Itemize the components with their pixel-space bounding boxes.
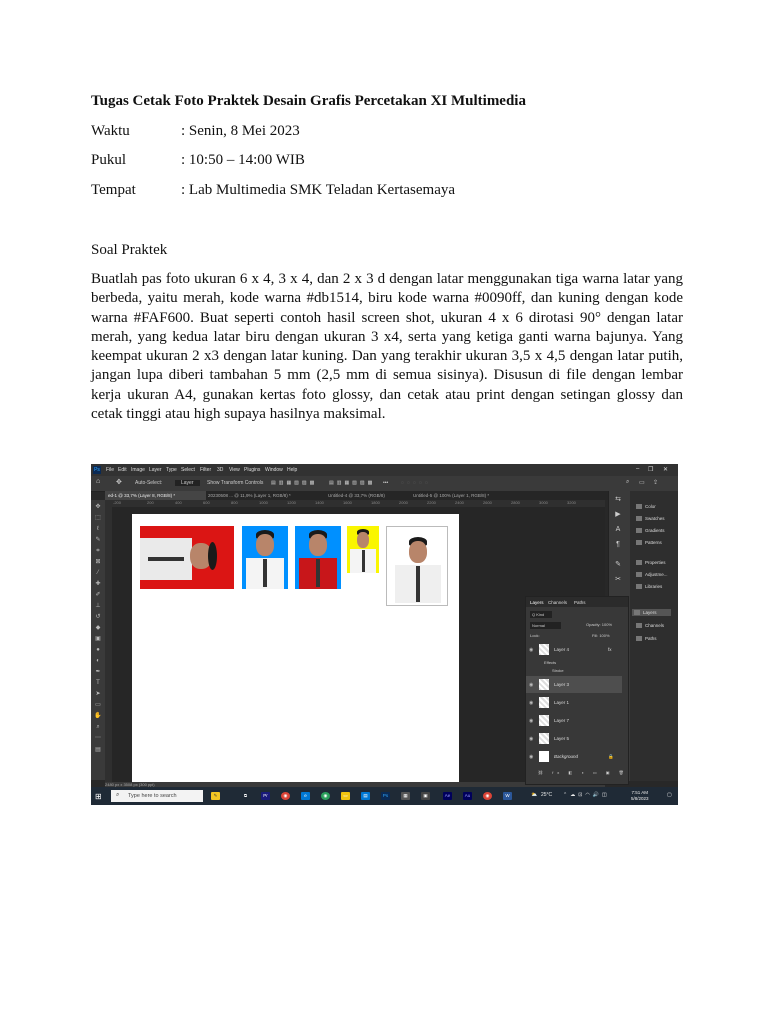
layers-panel — [525, 596, 629, 785]
history-brush-tool-icon[interactable]: ↺ — [95, 614, 101, 620]
ruler-tick: 1800 — [371, 500, 380, 505]
search-icon[interactable]: ⌕ — [626, 479, 630, 485]
healing-tool-icon[interactable]: ✚ — [95, 581, 101, 587]
chrome-icon[interactable]: ◉ — [281, 792, 290, 800]
panel-properties[interactable]: Properties — [636, 560, 666, 565]
tool-presets-icon[interactable]: ✂ — [615, 576, 621, 583]
search-icon: ⌕ — [116, 792, 120, 798]
ruler-tick: 1000 — [259, 500, 268, 505]
layer-name: Layer 1 — [554, 700, 570, 705]
edit-toolbar-icon[interactable]: ▤ — [95, 747, 101, 753]
hand-tool-icon[interactable]: ✋ — [94, 713, 102, 719]
visibility-eye-icon[interactable]: ◉ — [529, 736, 534, 742]
history-icon[interactable]: ⇆ — [615, 496, 621, 503]
menu-view[interactable]: View — [229, 467, 240, 473]
visibility-eye-icon[interactable]: ◉ — [529, 718, 534, 724]
info-value: : Senin, 8 Mei 2023 — [181, 123, 300, 139]
ruler-tick: 2800 — [511, 500, 520, 505]
opacity-field[interactable]: Opacity: 100% — [586, 622, 613, 627]
ruler-tick: 2400 — [455, 500, 464, 505]
layer-thumbnail — [539, 751, 549, 762]
crop-tool-icon[interactable]: ⌗ — [96, 548, 100, 554]
taskbar-search-box[interactable] — [111, 790, 203, 802]
photo-4x6-red[interactable] — [140, 526, 234, 589]
distribute-icons[interactable]: ▤▥▦▧▨▩ — [329, 480, 376, 486]
path-select-tool-icon[interactable]: ➤ — [95, 691, 101, 697]
layer-row-selected[interactable] — [526, 676, 622, 693]
panel-color[interactable]: Color — [636, 504, 656, 509]
more-options-icon[interactable]: ••• — [383, 480, 389, 486]
show-transform-controls-checkbox[interactable]: Show Transform Controls — [207, 480, 264, 486]
ruler-tick: 3000 — [539, 500, 548, 505]
ruler-tick: 400 — [175, 500, 182, 505]
document-tabs — [105, 491, 625, 500]
tab-paths[interactable]: Paths — [574, 600, 586, 605]
visibility-eye-icon[interactable]: ◉ — [529, 682, 534, 688]
menu-3d[interactable]: 3D — [217, 467, 224, 473]
marquee-tool-icon[interactable]: ⬚ — [95, 515, 101, 521]
layer-name: Layer 5 — [554, 736, 570, 741]
photo-3x4-blue-red-shirt[interactable] — [295, 526, 341, 589]
tab-layers[interactable]: Layers — [530, 600, 544, 605]
panel-gradients[interactable]: Gradients — [636, 528, 665, 533]
photoshop-screenshot — [91, 464, 678, 805]
visibility-eye-icon[interactable]: ◉ — [529, 754, 534, 760]
app-icon-green[interactable]: ◉ — [321, 792, 330, 800]
minimize-icon[interactable]: – — [636, 466, 640, 472]
layer-row[interactable] — [526, 730, 622, 747]
menu-bar — [91, 464, 678, 476]
menu-edit[interactable]: Edit — [118, 467, 127, 473]
tab-document-1[interactable]: ed-1 @ 33,7% (Layer 8, RGB/8) * — [105, 491, 206, 500]
clock-time: 7:51 AM — [631, 790, 649, 795]
frame-tool-icon[interactable]: ⊠ — [95, 559, 101, 565]
layer-thumbnail — [539, 644, 549, 655]
chrome-icon-2[interactable]: ◉ — [483, 792, 492, 800]
ruler-tick: 2600 — [483, 500, 492, 505]
paragraph-icon[interactable]: ¶ — [616, 541, 620, 548]
photo-3x4-blue[interactable] — [242, 526, 288, 589]
info-label: Tempat — [91, 182, 136, 198]
eyedropper-tool-icon[interactable]: ⁄ — [97, 570, 99, 576]
restore-icon[interactable]: ❐ — [648, 467, 654, 473]
blur-tool-icon[interactable]: ● — [96, 647, 100, 653]
section-title: Soal Praktek — [91, 242, 168, 258]
photo-3-5x4-5-white[interactable] — [386, 526, 448, 606]
layer-row[interactable] — [526, 641, 622, 658]
task-view-icon[interactable]: ⧉ — [243, 793, 248, 798]
auto-select-label[interactable]: Auto-Select: — [135, 480, 163, 486]
panel-libraries[interactable]: Libraries — [636, 584, 662, 589]
share-icon[interactable]: ⇪ — [653, 480, 659, 486]
audition-icon[interactable]: Au — [464, 793, 471, 798]
layer-thumbnail — [539, 733, 549, 744]
zoom-tool-icon[interactable]: ⌕ — [96, 724, 100, 730]
stamp-tool-icon[interactable]: ⊥ — [95, 603, 101, 609]
menu-image[interactable]: Image — [131, 467, 145, 473]
more-tools-icon[interactable]: ⋯ — [95, 735, 101, 741]
layer-name: Background — [554, 754, 579, 759]
align-icons[interactable]: ▤▥▦▧▨▩ — [271, 480, 318, 486]
menu-plugins[interactable]: Plugins — [244, 467, 261, 473]
layer-kind-filter[interactable]: Q Kind — [530, 611, 552, 618]
menu-type[interactable]: Type — [166, 467, 177, 473]
ruler-tick: 1200 — [287, 500, 296, 505]
character-icon[interactable]: A — [615, 526, 621, 533]
pen-tool-icon[interactable]: ✒ — [95, 669, 101, 675]
premiere-icon[interactable]: Pr — [261, 792, 270, 800]
quick-select-tool-icon[interactable]: ✎ — [95, 537, 101, 543]
info-label: Waktu — [91, 123, 130, 139]
menu-select[interactable]: Select — [181, 467, 195, 473]
close-icon[interactable]: ✕ — [663, 467, 669, 473]
layer-thumbnail — [539, 679, 549, 690]
panel-adjustments[interactable]: Adjustme... — [636, 572, 668, 577]
layer-name: Layer 3 — [554, 682, 570, 687]
photoshop-taskbar-icon[interactable]: Ps — [382, 793, 389, 798]
type-tool-icon[interactable]: T — [96, 680, 100, 686]
app-icon-2[interactable]: ▣ — [421, 792, 430, 800]
tab-document-3[interactable]: Untitled-4 @ 33,7% (RGB/8) — [328, 493, 385, 498]
info-label: Pukul — [91, 152, 127, 168]
ruler-tick: 1600 — [343, 500, 352, 505]
app-icon-1[interactable]: ▦ — [401, 792, 410, 800]
visibility-eye-icon[interactable]: ◉ — [529, 700, 534, 706]
tab-channels[interactable]: Channels — [548, 600, 568, 605]
layer-stroke-effect: Stroke — [552, 668, 564, 673]
panel-swatches[interactable]: Swatches — [636, 516, 665, 521]
auto-select-dropdown[interactable]: Layer — [175, 480, 200, 486]
menu-file[interactable]: File — [106, 467, 115, 473]
ruler-tick: 3200 — [567, 500, 576, 505]
search-placeholder: Type here to search — [128, 793, 177, 799]
file-explorer-icon[interactable]: ▭ — [341, 792, 350, 800]
layer-thumbnail — [539, 697, 549, 708]
taskbar-clock[interactable] — [631, 790, 649, 802]
ruler-tick: -200 — [113, 500, 122, 505]
dodge-tool-icon[interactable]: ◐ — [96, 658, 100, 664]
system-tray-icons[interactable]: ⌃☁⊡◠🔊◫ — [563, 792, 610, 798]
3d-mode-icons[interactable]: ◌◌◌◌◌ — [401, 480, 431, 486]
eraser-tool-icon[interactable]: ◆ — [95, 625, 101, 631]
home-icon[interactable]: ⌂ — [96, 478, 101, 485]
panel-patterns[interactable]: Patterns — [636, 540, 662, 545]
ruler-tick: 1400 — [315, 500, 324, 505]
edge-icon[interactable]: e — [301, 792, 310, 800]
photoshop-app-icon: Ps — [94, 467, 100, 473]
ruler-tick: 800 — [231, 500, 238, 505]
ruler-tick: 2000 — [399, 500, 408, 505]
layer-actions-icons[interactable]: ⛓ fx ◧ ◑ ▭ ▣ 🗑 — [538, 770, 628, 775]
ruler-tick: 2200 — [427, 500, 436, 505]
shape-tool-icon[interactable]: ▭ — [95, 702, 101, 708]
layer-row-background[interactable] — [526, 748, 622, 765]
info-value: : Lab Multimedia SMK Teladan Kertasemaya — [181, 182, 456, 198]
instruction-paragraph: Buatlah pas foto ukuran 6 x 4, 3 x 4, dan 2 x 3 d dengan latar menggunakan tiga warna latar yang berbeda, yaitu merah, kode warna #db1514, biru kode warna #0090ff, dan kuning dengan kode warna #FAF600. Buat seperti contoh hasil screen shot, ukuran 4 x 6 dirotasi 90° dengan latar merah, yang kedua latar biru dengan ukuran 3 x4, serta yang ketiga ganti warna bajunya. Yang keempat ukuran 2 x3 dengan latar kuning. Dan yang terakhir ukuran 3,5 x 4,5 dengan latar putih, jangan lupa diberi tambahan 5 mm (2,5 mm di semua sisinya). Disusun di file dengan lembar kerja ukuran A4, gunakan kertas foto glossy, dan cetak atau print dengan setingan glossy dan cetak tinggi atau high supaya hasilnya maksimal. — [91, 271, 683, 423]
lock-icon: 🔒 — [608, 754, 614, 759]
actions-icon[interactable]: ▶ — [615, 511, 621, 518]
after-effects-icon[interactable]: Ae — [444, 793, 451, 798]
photo-2x3-yellow[interactable] — [347, 526, 379, 573]
word-icon[interactable]: W — [503, 792, 512, 800]
menu-filter[interactable]: Filter — [200, 467, 212, 473]
menu-layer[interactable]: Layer — [149, 467, 162, 473]
menu-window[interactable]: Window — [265, 467, 283, 473]
ruler-tick: 600 — [203, 500, 210, 505]
layer-name: Layer 4 — [554, 647, 570, 652]
ruler-tick: 200 — [147, 500, 154, 505]
panel-paths[interactable]: Paths — [636, 636, 657, 641]
lock-label: Lock: — [530, 633, 540, 638]
vertical-ruler — [105, 507, 112, 782]
tab-document-2[interactable]: 20230508 ... @ 11,9% (Layer 1, RGB/8) * — [208, 493, 291, 498]
options-bar — [91, 476, 678, 492]
weather-icon[interactable]: ⛅ — [531, 792, 538, 798]
search-highlight-icon[interactable]: ✎ — [211, 792, 220, 800]
brush-tool-icon[interactable]: ✐ — [95, 592, 101, 598]
layer-row[interactable] — [526, 712, 622, 729]
fill-field[interactable]: Fill: 100% — [592, 633, 610, 638]
gradient-tool-icon[interactable]: ▣ — [95, 636, 101, 642]
blend-mode-select[interactable]: Normal — [530, 622, 561, 629]
weather-temp[interactable]: 25°C — [541, 792, 553, 798]
a4-document-canvas[interactable] — [132, 514, 459, 782]
move-tool-icon[interactable]: ✥ — [116, 479, 122, 486]
menu-help[interactable]: Help — [287, 467, 298, 473]
windows-start-icon[interactable]: ⊞ — [95, 792, 102, 801]
windows-taskbar — [91, 787, 678, 805]
layer-thumbnail — [539, 715, 549, 726]
tab-document-4[interactable]: Untitled-5 @ 100% (Layer 1, RGB/8) * — [413, 493, 490, 498]
lasso-tool-icon[interactable]: ℓ — [97, 526, 99, 532]
layer-name: Layer 7 — [554, 718, 570, 723]
status-bar: 2480 px x 3508 px (300 ppi) — [105, 782, 155, 787]
info-value: : 10:50 – 14:00 WIB — [181, 152, 305, 168]
visibility-eye-icon[interactable]: ◉ — [529, 647, 534, 653]
store-icon[interactable]: ▤ — [361, 792, 370, 800]
clock-date: 5/8/2023 — [631, 796, 649, 801]
layer-row[interactable] — [526, 694, 622, 711]
right-panel-dock — [630, 491, 678, 781]
document-title: Tugas Cetak Foto Praktek Desain Grafis Percetakan XI Multimedia — [91, 93, 526, 109]
tools-panel — [91, 500, 105, 780]
move-tool-icon[interactable]: ✥ — [95, 504, 101, 510]
panel-layers[interactable]: Layers — [632, 609, 671, 616]
layer-effects-label: Effects — [544, 660, 557, 665]
fx-icon[interactable]: fx — [608, 647, 612, 652]
layers-panel-tabs — [526, 597, 628, 607]
panel-channels[interactable]: Channels — [636, 623, 664, 628]
workspace-icon[interactable]: ▭ — [639, 480, 645, 486]
brush-settings-icon[interactable]: ✎ — [615, 561, 621, 568]
notifications-icon[interactable]: ▢ — [667, 792, 672, 798]
